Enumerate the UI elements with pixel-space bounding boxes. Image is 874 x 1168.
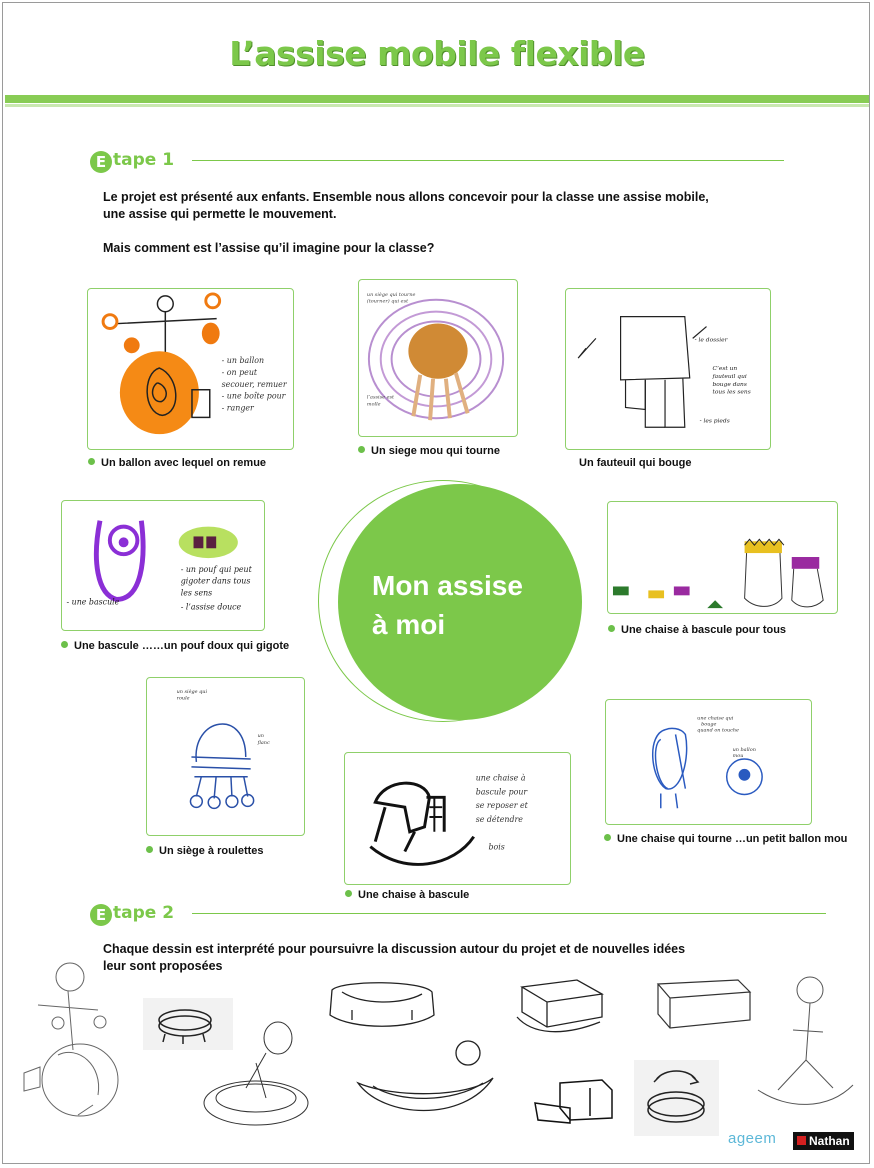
drawing-ballon bbox=[87, 288, 294, 450]
svg-text:se reposer et: se reposer et bbox=[475, 801, 528, 811]
sketch-canape bbox=[322, 970, 442, 1042]
caption-chaise-tourne: Une chaise qui tourne …un petit ballon mou bbox=[604, 833, 847, 845]
caption-chaise-bascule: Une chaise à bascule bbox=[345, 889, 469, 901]
svg-text:flanc: flanc bbox=[257, 740, 270, 747]
sketch-pouf-cube bbox=[512, 972, 607, 1037]
svg-text:roule: roule bbox=[176, 695, 190, 702]
svg-text:- ranger: - ranger bbox=[221, 403, 254, 413]
svg-text:- un pouf qui peut: - un pouf qui peut bbox=[180, 564, 252, 574]
etape1-rule bbox=[192, 160, 784, 161]
bullet-dot bbox=[608, 625, 615, 632]
caption-chaise-bascule-tous: Une chaise à bascule pour tous bbox=[608, 624, 786, 636]
svg-text:bois: bois bbox=[488, 842, 505, 852]
drawing-chaise-bascule bbox=[344, 752, 571, 885]
svg-text:bouge: bouge bbox=[701, 721, 717, 728]
etape1-paragraph bbox=[103, 189, 709, 223]
etape2-paragraph-line2: leur sont proposées bbox=[103, 959, 223, 973]
svg-text:(tourner) qui est: (tourner) qui est bbox=[366, 298, 409, 305]
etape1-initial: E bbox=[90, 151, 112, 173]
etape1-question: Mais comment est l’assise qu’il imagine pour la classe? bbox=[103, 241, 435, 255]
drawing-siege-roulettes-notes bbox=[177, 688, 270, 746]
bullet-dot bbox=[146, 846, 153, 853]
svg-text:les sens: les sens bbox=[180, 588, 213, 598]
svg-text:fauteuil qui: fauteuil qui bbox=[712, 373, 747, 380]
sketch-tabouret bbox=[748, 970, 858, 1130]
drawing-siege-mou bbox=[358, 279, 518, 437]
drawing-chaise-tourne-notes bbox=[697, 716, 756, 759]
sketch-chaise-cube bbox=[530, 1068, 620, 1130]
title-band bbox=[5, 95, 869, 103]
drawing-siege-mou-notes bbox=[367, 291, 416, 408]
sketch-siege-rotatif bbox=[634, 1060, 719, 1136]
svg-text:bascule pour: bascule pour bbox=[475, 787, 528, 797]
drawing-chaise-tourne bbox=[605, 699, 812, 825]
caption-siege-roulettes: Un siège à roulettes bbox=[146, 845, 264, 857]
etape1-paragraph-line1: Le projet est présenté aux enfants. Ensemble nous allons concevoir pour la classe une assise mobile, bbox=[103, 190, 709, 204]
svg-text:mou: mou bbox=[732, 753, 744, 760]
svg-text:une chaise à: une chaise à bbox=[475, 773, 526, 783]
bullet-dot bbox=[88, 458, 95, 465]
svg-text:tous les sens: tous les sens bbox=[712, 389, 751, 396]
etape1-paragraph-line2: une assise qui permette le mouvement. bbox=[103, 207, 337, 221]
svg-text:C’est un: C’est un bbox=[712, 365, 738, 372]
caption-bascule-pouf: Une bascule ……un pouf doux qui gigote bbox=[61, 640, 289, 652]
drawing-chaise-bascule-tous bbox=[607, 501, 838, 614]
ageem-logo: ageem bbox=[728, 1130, 777, 1147]
drawing-fauteuil-notes bbox=[695, 337, 751, 424]
svg-text:gigoter dans tous: gigoter dans tous bbox=[180, 576, 251, 586]
etape2-heading bbox=[90, 903, 174, 926]
svg-text:quand on touche: quand on touche bbox=[697, 727, 739, 734]
bullet-dot bbox=[604, 834, 611, 841]
sketch-bascule-banane bbox=[353, 1038, 498, 1123]
svg-text:un ballon: un ballon bbox=[732, 747, 756, 754]
etape1-heading bbox=[90, 150, 174, 173]
svg-text:secouer, remuer: secouer, remuer bbox=[221, 379, 287, 389]
svg-text:- on peut: - on peut bbox=[221, 367, 258, 377]
center-title-line2: à moi bbox=[372, 609, 446, 640]
svg-text:- une bascule: - une bascule bbox=[66, 597, 120, 607]
svg-text:- une boîte pour: - une boîte pour bbox=[221, 391, 286, 401]
svg-text:molle: molle bbox=[366, 401, 381, 408]
svg-text:l’assise est: l’assise est bbox=[366, 394, 395, 401]
drawing-bascule-pouf-notes bbox=[66, 565, 252, 611]
title-band-light bbox=[5, 104, 869, 107]
etape2-initial: E bbox=[90, 904, 112, 926]
svg-text:un siège qui tourne: un siège qui tourne bbox=[366, 291, 416, 298]
svg-text:- l’assise douce: - l’assise douce bbox=[180, 602, 242, 612]
drawing-chaise-bascule-notes bbox=[476, 774, 529, 852]
center-title-line1: Mon assise bbox=[372, 570, 523, 601]
svg-text:- le dossier: - le dossier bbox=[694, 337, 728, 344]
sketch-ballon-seat bbox=[18, 955, 138, 1125]
etape2-paragraph-line1: Chaque dessin est interprété pour poursuivre la discussion autour du projet et de nouvelles idées bbox=[103, 942, 686, 956]
etape1-label: tape 1 bbox=[113, 150, 175, 170]
bullet-dot bbox=[61, 641, 68, 648]
svg-text:un: un bbox=[257, 733, 264, 740]
caption-ballon: Un ballon avec lequel on remue bbox=[88, 457, 266, 469]
etape2-label: tape 2 bbox=[113, 903, 175, 923]
caption-siege-mou: Un siege mou qui tourne bbox=[358, 445, 500, 457]
svg-text:- un ballon: - un ballon bbox=[221, 356, 265, 366]
sketch-siege-rond bbox=[196, 1018, 316, 1133]
svg-text:un siège qui: un siège qui bbox=[176, 688, 208, 695]
center-title bbox=[372, 566, 523, 644]
svg-text:bouge dans: bouge dans bbox=[712, 381, 747, 388]
etape2-rule bbox=[192, 913, 826, 914]
sketch-pouf-rectangle bbox=[648, 972, 753, 1034]
drawing-fauteuil bbox=[565, 288, 771, 450]
bullet-dot bbox=[358, 446, 365, 453]
drawing-bascule-pouf bbox=[61, 500, 265, 631]
page-title: L’assise mobile flexible bbox=[229, 34, 645, 73]
caption-fauteuil: Un fauteuil qui bouge bbox=[579, 457, 692, 469]
svg-text:se détendre: se détendre bbox=[475, 814, 523, 824]
svg-text:une chaise qui: une chaise qui bbox=[697, 715, 734, 722]
nathan-logo: Nathan bbox=[793, 1132, 854, 1150]
svg-text:- les pieds: - les pieds bbox=[699, 418, 730, 425]
bullet-dot bbox=[345, 890, 352, 897]
drawing-ballon-notes bbox=[222, 356, 288, 412]
drawing-siege-roulettes bbox=[146, 677, 305, 836]
